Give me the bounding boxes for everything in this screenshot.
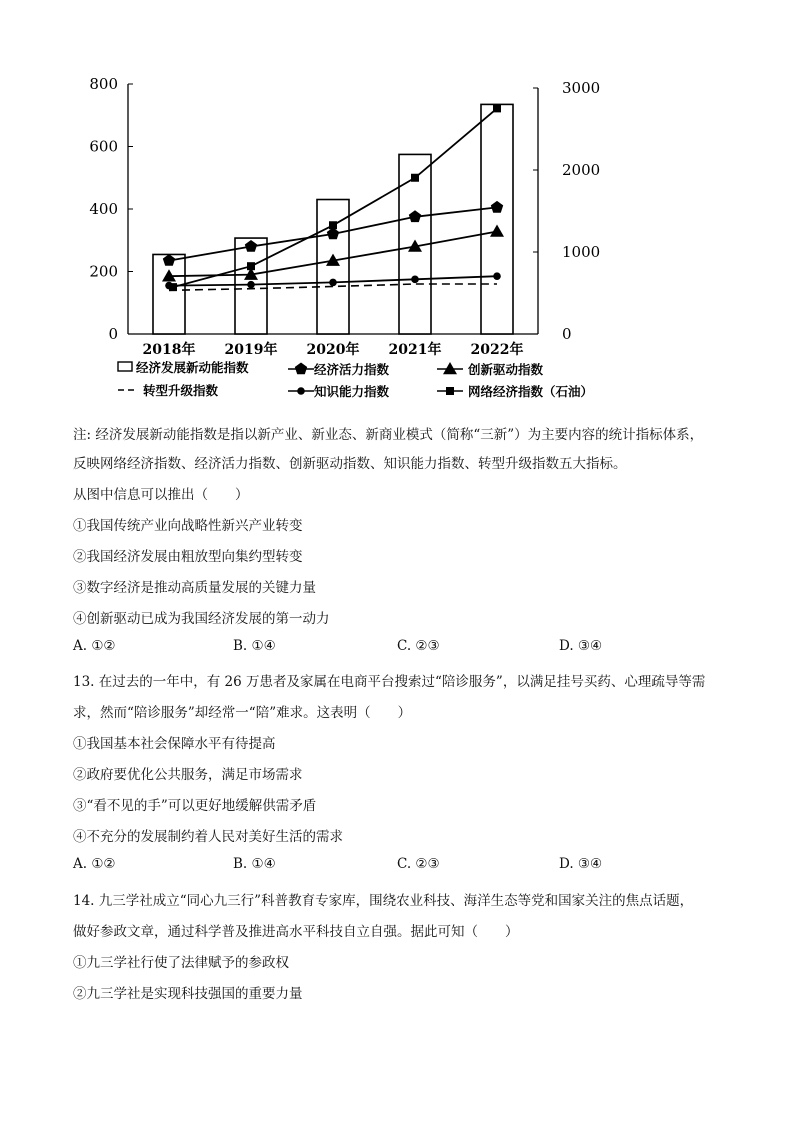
left-tick-label: 0 <box>108 325 118 343</box>
right-tick-label: 2000 <box>562 161 601 179</box>
legend-label-0: 经济发展新动能指数 <box>136 360 249 375</box>
q13-option-b[interactable]: B. ①④ <box>233 856 276 872</box>
q12-options <box>73 638 693 658</box>
q13-item-3: ③“看不见的手”可以更好地缓解供需矛盾 <box>73 798 317 814</box>
x-tick-label: 2020年 <box>306 342 360 358</box>
q14-item-1: ①九三学社行使了法律赋予的参政权 <box>73 955 289 971</box>
series-4-point-4 <box>493 104 501 112</box>
legend-label-3: 转型升级指数 <box>143 383 219 398</box>
q12-option-b[interactable]: B. ①④ <box>233 638 276 654</box>
series-3-point-2 <box>329 279 337 287</box>
legend-marker <box>297 387 305 395</box>
right-tick-label: 1000 <box>562 243 601 261</box>
legend-marker <box>295 363 307 375</box>
q12-item-1: ①我国传统产业向战略性新兴产业转变 <box>73 518 303 534</box>
q13-item-2: ②政府要优化公共服务，满足市场需求 <box>73 767 303 783</box>
q13-item-4: ④不充分的发展制约着人民对美好生活的需求 <box>73 829 343 845</box>
bar-2022年 <box>481 104 513 334</box>
x-tick-label: 2019年 <box>224 342 278 358</box>
q12-item-2: ②我国经济发展由粗放型向集约型转变 <box>73 549 303 565</box>
series-3-point-1 <box>247 281 255 289</box>
q13-item-1: ①我国基本社会保障水平有待提高 <box>73 736 276 752</box>
left-tick-label: 400 <box>89 200 118 218</box>
right-tick-label: 0 <box>562 325 572 343</box>
q13-option-c[interactable]: C. ②③ <box>397 856 440 872</box>
legend-marker <box>443 362 457 374</box>
legend-marker <box>446 387 454 395</box>
series-3-point-3 <box>411 276 419 284</box>
legend-label-5: 网络经济指数（石油） <box>468 384 594 399</box>
legend-label-1: 经济活力指数 <box>314 362 390 377</box>
q14-stem-line2: 做好参政文章，通过科学普及推进高水平科技自立自强。据此可知（ ） <box>73 924 519 940</box>
legend-bar-swatch <box>118 362 132 371</box>
right-tick-label: 3000 <box>562 79 601 97</box>
q13-stem-line1: 13. 在过去的一年中，有 26 万患者及家属在电商平台搜索过“陪诊服务”，以满足挂号买药、心理疏导等需 <box>73 674 706 690</box>
series-4-point-2 <box>329 221 337 229</box>
series-4-point-3 <box>411 174 419 182</box>
left-tick-label: 600 <box>89 137 118 156</box>
index-chart <box>0 0 794 410</box>
series-3-point-4 <box>493 272 501 280</box>
q12-stem: 从图中信息可以推出（ ） <box>73 487 249 503</box>
q13-stem-line2: 求，然而“陪诊服务”却经常一“陪”难求。这表明（ ） <box>73 705 412 721</box>
x-tick-label: 2021年 <box>388 342 442 358</box>
q14-item-2: ②九三学社是实现科技强国的重要力量 <box>73 986 303 1002</box>
legend-label-2: 创新驱动指数 <box>468 362 544 377</box>
q12-item-3: ③数字经济是推动高质量发展的关键力量 <box>73 580 316 596</box>
q13-option-a[interactable]: A. ①② <box>73 856 116 872</box>
q12-option-d[interactable]: D. ③④ <box>559 638 603 654</box>
bar-2018年 <box>153 254 185 334</box>
q12-item-4: ④创新驱动已成为我国经济发展的第一动力 <box>73 611 330 627</box>
x-tick-label: 2018年 <box>142 342 196 358</box>
series-4-point-0 <box>169 283 177 291</box>
x-tick-label: 2022年 <box>470 342 524 358</box>
chart-note-line1: 注: 经济发展新动能指数是指以新产业、新业态、新商业模式（简称“三新”）为主要内容的统计指标体系， <box>73 427 704 443</box>
q14-stem-line1: 14. 九三学社成立“同心九三行”科普教育专家库，围绕农业科技、海洋生态等党和国家关注的焦点话题， <box>73 893 694 909</box>
chart-note-line2: 反映网络经济指数、经济活力指数、创新驱动指数、知识能力指数、转型升级指数五大指标。 <box>73 456 627 472</box>
left-tick-label: 800 <box>89 75 118 93</box>
q12-option-c[interactable]: C. ②③ <box>397 638 440 654</box>
chart-svg <box>0 0 794 410</box>
q13-options <box>73 856 693 876</box>
legend-label-4: 知识能力指数 <box>314 384 390 399</box>
left-tick-label: 200 <box>89 262 118 281</box>
q13-option-d[interactable]: D. ③④ <box>559 856 603 872</box>
series-4-point-1 <box>247 262 255 270</box>
q12-option-a[interactable]: A. ①② <box>73 638 116 654</box>
